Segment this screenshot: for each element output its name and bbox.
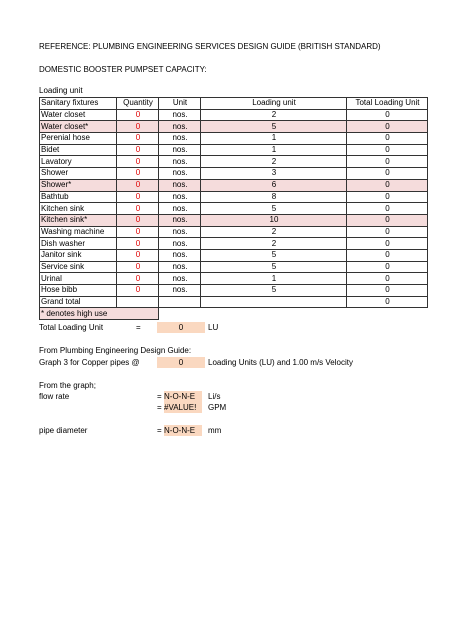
section-label: Loading unit	[39, 86, 83, 95]
pipe-diameter-label: pipe diameter	[39, 426, 88, 435]
cell-total: 0	[347, 121, 428, 133]
cell-loading-unit: 1	[201, 133, 347, 145]
cell-fixture: Perenial hose	[40, 133, 117, 145]
cell-loading-unit: 10	[201, 214, 347, 226]
graph-reference-line: Graph 3 for Copper pipes @	[39, 358, 140, 367]
cell-loading-unit: 1	[201, 273, 347, 285]
flow-rate-lis-unit: Li/s	[208, 392, 221, 401]
cell-total: 0	[347, 273, 428, 285]
cell-fixture: Service sink	[40, 261, 117, 273]
cell-fixture: Urinal	[40, 273, 117, 285]
cell-total: 0	[347, 214, 428, 226]
cell-unit: nos.	[159, 168, 201, 180]
cell-loading-unit: 5	[201, 285, 347, 297]
cell-unit: nos.	[159, 179, 201, 191]
cell-loading-unit: 5	[201, 249, 347, 261]
cell-loading-unit: 6	[201, 179, 347, 191]
cell-unit: nos.	[159, 238, 201, 250]
table-row	[40, 214, 428, 226]
cell-loading-unit: 5	[201, 261, 347, 273]
cell-fixture: Washing machine	[40, 226, 117, 238]
cell-unit: nos.	[159, 144, 201, 156]
cell-quantity[interactable]: 0	[117, 133, 159, 145]
grand-total-value: 0	[347, 296, 428, 308]
grand-total-row	[40, 296, 428, 308]
cell-unit: nos.	[159, 156, 201, 168]
col-header-fixture: Sanitary fixtures	[40, 98, 117, 110]
cell-total: 0	[347, 179, 428, 191]
cell-total: 0	[347, 168, 428, 180]
cell-unit: nos.	[159, 121, 201, 133]
table-row	[40, 273, 428, 285]
note-row	[40, 308, 428, 320]
cell-loading-unit: 2	[201, 226, 347, 238]
cell-fixture: Dish washer	[40, 238, 117, 250]
cell-quantity[interactable]: 0	[117, 203, 159, 215]
cell-loading-unit: 1	[201, 144, 347, 156]
cell-total: 0	[347, 238, 428, 250]
cell-loading-unit: 2	[201, 109, 347, 121]
flow-rate-gpm-value: #VALUE!	[164, 402, 202, 413]
table-row	[40, 179, 428, 191]
cell-total: 0	[347, 203, 428, 215]
graph-velocity-note: Loading Units (LU) and 1.00 m/s Velocity	[208, 358, 353, 367]
cell-unit: nos.	[159, 261, 201, 273]
total-loading-value: 0	[157, 322, 205, 333]
flow-rate-equals: =	[157, 392, 162, 401]
cell-fixture: Lavatory	[40, 156, 117, 168]
cell-loading-unit: 5	[201, 121, 347, 133]
grand-total-label: Grand total	[40, 296, 117, 308]
cell-unit: nos.	[159, 203, 201, 215]
cell-total: 0	[347, 144, 428, 156]
cell-quantity[interactable]: 0	[117, 238, 159, 250]
col-header-quantity: Quantity	[117, 98, 159, 110]
cell-quantity[interactable]: 0	[117, 109, 159, 121]
table-row	[40, 285, 428, 297]
total-loading-label: Total Loading Unit	[39, 323, 104, 332]
total-loading-unit: LU	[208, 323, 219, 332]
graph-heading: From the graph;	[39, 381, 96, 390]
table-row	[40, 121, 428, 133]
pipe-diameter-equals: =	[157, 426, 162, 435]
table-row	[40, 261, 428, 273]
cell-total: 0	[347, 226, 428, 238]
cell-unit: nos.	[159, 191, 201, 203]
table-row	[40, 144, 428, 156]
table-row	[40, 249, 428, 261]
cell-total: 0	[347, 156, 428, 168]
cell-loading-unit: 3	[201, 168, 347, 180]
table-row	[40, 133, 428, 145]
flow-rate-lis-value: N-O-N-E	[164, 391, 202, 402]
design-guide-line: From Plumbing Engineering Design Guide:	[39, 346, 192, 355]
cell-quantity[interactable]: 0	[117, 249, 159, 261]
empty-cell	[201, 296, 347, 308]
cell-loading-unit: 2	[201, 156, 347, 168]
reference-line: REFERENCE: PLUMBING ENGINEERING SERVICES DESIGN GUIDE (BRITISH STANDARD)	[39, 42, 381, 51]
cell-quantity[interactable]: 0	[117, 121, 159, 133]
pipe-diameter-value: N-O-N-E	[164, 425, 202, 436]
cell-quantity[interactable]: 0	[117, 179, 159, 191]
cell-quantity[interactable]: 0	[117, 214, 159, 226]
cell-unit: nos.	[159, 285, 201, 297]
cell-fixture: Water closet*	[40, 121, 117, 133]
cell-total: 0	[347, 109, 428, 121]
cell-fixture: Janitor sink	[40, 249, 117, 261]
cell-fixture: Kitchen sink	[40, 203, 117, 215]
table-header-row	[40, 98, 428, 110]
pipe-diameter-unit: mm	[208, 426, 222, 435]
col-header-unit: Unit	[159, 98, 201, 110]
document-title: DOMESTIC BOOSTER PUMPSET CAPACITY:	[39, 65, 207, 74]
cell-unit: nos.	[159, 214, 201, 226]
table-row	[40, 226, 428, 238]
cell-loading-unit: 8	[201, 191, 347, 203]
cell-fixture: Bidet	[40, 144, 117, 156]
cell-quantity[interactable]: 0	[117, 144, 159, 156]
cell-quantity[interactable]: 0	[117, 168, 159, 180]
cell-unit: nos.	[159, 109, 201, 121]
flow-rate-label: flow rate	[39, 392, 70, 401]
col-header-loading-unit: Loading unit	[201, 98, 347, 110]
cell-fixture: Hose bibb	[40, 285, 117, 297]
cell-quantity[interactable]: 0	[117, 261, 159, 273]
cell-quantity[interactable]: 0	[117, 226, 159, 238]
table-row	[40, 168, 428, 180]
table-row	[40, 191, 428, 203]
table-row	[40, 238, 428, 250]
cell-unit: nos.	[159, 273, 201, 285]
table-row	[40, 156, 428, 168]
cell-fixture: Water closet	[40, 109, 117, 121]
loading-unit-table	[39, 97, 428, 320]
cell-fixture: Kitchen sink*	[40, 214, 117, 226]
cell-total: 0	[347, 191, 428, 203]
col-header-total: Total Loading Unit	[347, 98, 428, 110]
cell-quantity[interactable]: 0	[117, 156, 159, 168]
cell-quantity[interactable]: 0	[117, 191, 159, 203]
cell-total: 0	[347, 133, 428, 145]
cell-fixture: Bathtub	[40, 191, 117, 203]
cell-total: 0	[347, 261, 428, 273]
cell-fixture: Shower*	[40, 179, 117, 191]
cell-total: 0	[347, 249, 428, 261]
empty-cell	[159, 296, 201, 308]
flow-rate-gpm-equals: =	[157, 403, 162, 412]
empty-cell	[117, 296, 159, 308]
cell-unit: nos.	[159, 226, 201, 238]
cell-total: 0	[347, 285, 428, 297]
graph-lu-value: 0	[157, 357, 205, 368]
cell-quantity[interactable]: 0	[117, 285, 159, 297]
total-loading-equals: =	[136, 323, 141, 332]
cell-unit: nos.	[159, 249, 201, 261]
cell-fixture: Shower	[40, 168, 117, 180]
cell-quantity[interactable]: 0	[117, 273, 159, 285]
high-use-note: * denotes high use	[40, 308, 159, 320]
cell-unit: nos.	[159, 133, 201, 145]
cell-loading-unit: 5	[201, 203, 347, 215]
cell-loading-unit: 2	[201, 238, 347, 250]
table-row	[40, 109, 428, 121]
table-row	[40, 203, 428, 215]
flow-rate-gpm-unit: GPM	[208, 403, 227, 412]
